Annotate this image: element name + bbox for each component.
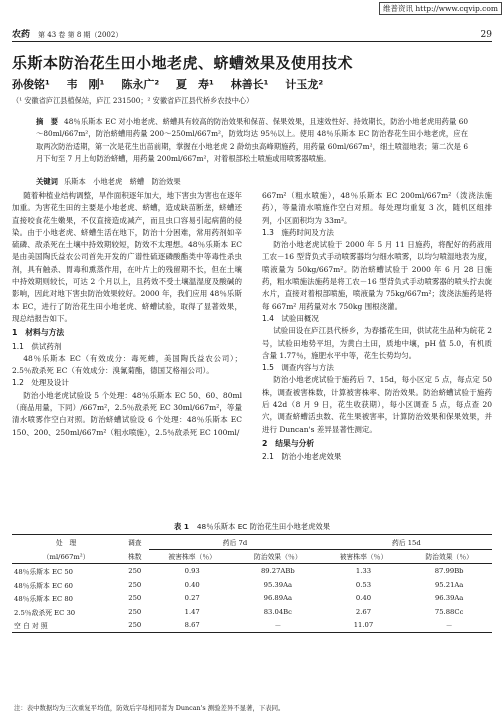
table-cell: － bbox=[235, 619, 321, 633]
table-cell: 空 白 对 照 bbox=[12, 619, 120, 633]
table-row bbox=[12, 564, 492, 578]
table-cell: 96.39Aa bbox=[434, 594, 464, 603]
author-name: 夏 寿¹ bbox=[176, 78, 214, 91]
body-paragraph: 防治小地老虎试验设 5 个处理：48％乐斯本 EC 50、60、80ml（商品用量，下同）/667m²，2.5％敌杀死 EC 30ml/667m²，等量清水喷雾作空白对照。防治蛴螬试验设 6 个处理：48％乐斯本 EC 150、200、250ml/667m²（粗水喷施），2.5％敌杀死 EC 100ml/ bbox=[12, 390, 242, 437]
table-cell: 250 bbox=[128, 607, 142, 616]
table-cell: 0.40 bbox=[184, 580, 200, 589]
table-cell: 96.89Aa bbox=[263, 594, 293, 603]
header-group-7d: 药后 7d bbox=[149, 535, 320, 550]
section-heading: 2 结果与分析 bbox=[262, 438, 315, 448]
table-cell: 95.21Aa bbox=[434, 580, 464, 589]
table-cell: 1.33 bbox=[355, 566, 372, 575]
author-name: 计玉龙² bbox=[285, 78, 324, 91]
body-paragraph: 试验田设在庐江县代桥乡，为春播花生田，供试花生品种为皖花 2 号，试验田地势平坦，为黄白土田，质地中壤，pH 值 5.0，有机质含量 1.77％，施肥水平中等，花生长势均匀。 bbox=[262, 326, 492, 360]
table-cell: 2.5％敌杀死 EC 30 bbox=[14, 608, 76, 617]
left-column bbox=[12, 190, 242, 439]
subsection-heading: 1.4 试验田概况 bbox=[262, 313, 319, 323]
right-column bbox=[262, 190, 492, 464]
table-title: 48％乐斯本 EC 防治花生田小地老虎效果 bbox=[196, 522, 330, 531]
table-cell: 2.67 bbox=[355, 607, 372, 616]
header-cell: 调查 bbox=[120, 535, 149, 550]
subsection-heading: 1.3 施药时间及方法 bbox=[262, 227, 334, 237]
abstract-text: 48％乐斯本 EC 对小地老虎、蛴螬具有较高的防治效果和保苗、保果效果，且速效性好、持效期长，防治小地老虎用药量 60～80ml/667m²，防治蛴螬用药量 200～250ml/667m²，防效均达 95％以上。使用 48％乐斯本 EC 防治春花生田小地老虎，应在取两次防治适期，第一次是花生出苗前期，掌握在小地老虎 2 龄幼虫高峰期施药，用药量 60ml/667m²，细土喷湿地表；第二次是 6 月下旬至 7 月上旬防治蛴螬，用药量 200ml/667m²，对着根部松土喷施或用喷雾器喷施。 bbox=[36, 117, 469, 164]
header-rule bbox=[12, 41, 492, 42]
journal-issue: 第 43 卷 第 8 期（2002） bbox=[38, 31, 123, 39]
body-paragraph: 667m²（粗水喷施），48％乐斯本 EC 200ml/667m²（泼浇法施药），等量清水喷施作空白对照。每处理均重复 3 次，随机区组排列，小区面积均为 33m²。 bbox=[262, 191, 492, 225]
header-cell: 被害株率（％） bbox=[321, 549, 407, 564]
author-name: 韦 刚¹ bbox=[66, 78, 105, 91]
subsection-heading: 2.1 防治小地老虎效果 bbox=[262, 452, 342, 462]
table-cell: 11.07 bbox=[321, 619, 407, 633]
author-name: 孙俊铭¹ bbox=[12, 78, 50, 91]
table-caption bbox=[0, 522, 504, 532]
keywords-text: 乐斯本 小地老虎 蛴螬 防治效果 bbox=[63, 177, 181, 186]
results-table bbox=[12, 534, 492, 633]
section-heading: 1 材料与方法 bbox=[12, 328, 65, 338]
table-cell: 48％乐斯本 EC 50 bbox=[14, 567, 73, 576]
table-cell: 87.99Bb bbox=[434, 566, 464, 575]
table-cell: 95.39Aa bbox=[263, 580, 293, 589]
table-cell: 8.67 bbox=[149, 619, 235, 633]
table-cell: 48％乐斯本 EC 80 bbox=[14, 595, 73, 604]
header-group-15d: 药后 15d bbox=[321, 535, 492, 550]
table-cell: 0.40 bbox=[355, 594, 372, 603]
header-cell: 处 理 bbox=[12, 535, 120, 550]
intro-paragraph: 随着种植业结构调整，旱作面积逐年加大，地下害虫为害也在逐年加重。为害花生田的主要是小地老虎、蛴螬，造成缺苗断垄，蛴螬还直接咬食花生嫩果，不仅直接造成减产，而且虫口容易引起病菌的侵染。由于小地老虎、蛴螬生活在地下，防治十分困难，常用药剂如辛硫磷、敌杀死在土壤中持效期较短，防效不太理想。48％乐斯本 EC 是由美国陶氏益农公司首先开发的广谱性硫逐磷酸酯类中等毒性杀虫剂，具有触杀、胃毒和熏蒸作用，在叶片上的残留期不长，但在土壤中持效期则较长，可达 2 个月以上，且药效不受土壤温湿度及酸碱的影响，因此对地下害虫防治效果较好。2000 年，我们应用 48％乐斯本 EC，进行了防治花生田小地老虎、蛴螬试验，取得了显著效果，现总结报告如下。 bbox=[12, 191, 242, 323]
table-row bbox=[12, 578, 492, 592]
table-cell: 83.04Bc bbox=[263, 607, 292, 616]
affiliation: （¹ 安徽省庐江县植保站，庐江 231500；² 安徽省庐江县代桥乡农技中心） bbox=[12, 96, 254, 105]
body-paragraph: 防治小地老虎试验于施药后 7、15d，每小区定 5 点，每点定 50 株，调查被害株数，计算被害株率、防治效果。防治蛴螬试验于施药后 42d（8 月 9 日，花生收获期），每小区调查 5 点，每点查 20 穴，调查蛴螬活虫数、花生果被害率，计算防治效果和保果效果，并进行 Duncan's 差异显著性测定。 bbox=[262, 375, 492, 434]
table-cell: 1.47 bbox=[184, 607, 200, 616]
subsection-heading: 1.2 处理及设计 bbox=[12, 378, 69, 388]
table-cell: 0.93 bbox=[184, 566, 200, 575]
table-row bbox=[12, 619, 492, 633]
header-cell: 株数 bbox=[120, 549, 149, 564]
body-paragraph: 48％乐斯本 EC（有效成分：毒死蜱，美国陶氏益农公司）；2.5％敌杀死 EC（有效成分：溴氰菊酯，德国艾格福公司）。 bbox=[12, 353, 242, 376]
page-number: 29 bbox=[480, 30, 492, 40]
subsection-heading: 1.1 供试药剂 bbox=[12, 341, 62, 351]
table-cell: 0.53 bbox=[355, 580, 372, 589]
header-cell: 防治效果（％） bbox=[406, 549, 492, 564]
running-head bbox=[12, 26, 492, 40]
table-number: 表 1 bbox=[173, 522, 189, 531]
journal-name: 农药 bbox=[12, 30, 31, 40]
author-name: 林善长¹ bbox=[230, 78, 269, 91]
paper-title: 乐斯本防治花生田小地老虎、蛴螬效果及使用技术 bbox=[12, 54, 354, 72]
body-paragraph: 防治小地老虎试验于 2000 年 5 月 11 日施药，将配好的药液用工农－16 型背负式手动喷雾器均匀细水喷雾，以均匀喷湿地表为度，喷液量为 50kg/667m²。防治蛴螬试验于 2000 年 6 月 28 日施药，粗水喷施法施药是将工农－16 型背负式手动喷雾器的喷头拧去旋水片，直接对着根部喷施，喷液量为 75kg/667m²；泼浇法施药是将每 667m² 用药量对水 750kg 围根浇灌。 bbox=[262, 240, 492, 311]
table-cell: 250 bbox=[128, 566, 142, 575]
keywords-label: 关键词 bbox=[36, 177, 58, 186]
author-name: 陈永广² bbox=[121, 78, 160, 91]
table-cell: 0.27 bbox=[184, 594, 200, 603]
abstract-label: 摘 要 bbox=[36, 117, 59, 126]
table-cell: 89.27ABb bbox=[260, 566, 295, 575]
table-cell: 250 bbox=[128, 594, 142, 603]
header-cell: （ml/667m²） bbox=[12, 549, 120, 564]
header-cell: 防治效果（％） bbox=[235, 549, 321, 564]
table-row bbox=[12, 605, 492, 619]
table-note: 注：表中数据均为三次重复平均值，防效后字母相同者为 Duncan's 测验差异不显著，下表同。 bbox=[14, 704, 285, 712]
table-cell: － bbox=[406, 619, 492, 633]
table-cell: 48％乐斯本 EC 60 bbox=[14, 581, 73, 590]
subsection-heading: 1.5 调查内容与方法 bbox=[262, 363, 334, 373]
table-cell: 250 bbox=[128, 580, 142, 589]
table-cell: 75.88Cc bbox=[434, 607, 464, 616]
table-cell: 250 bbox=[120, 619, 149, 633]
table-row bbox=[12, 591, 492, 605]
watermark: 维普资讯 http://www.cqvip.com bbox=[379, 2, 502, 15]
author-list bbox=[12, 76, 336, 92]
keywords bbox=[36, 177, 181, 187]
abstract bbox=[36, 116, 468, 166]
header-cell: 被害株率（％） bbox=[149, 549, 235, 564]
